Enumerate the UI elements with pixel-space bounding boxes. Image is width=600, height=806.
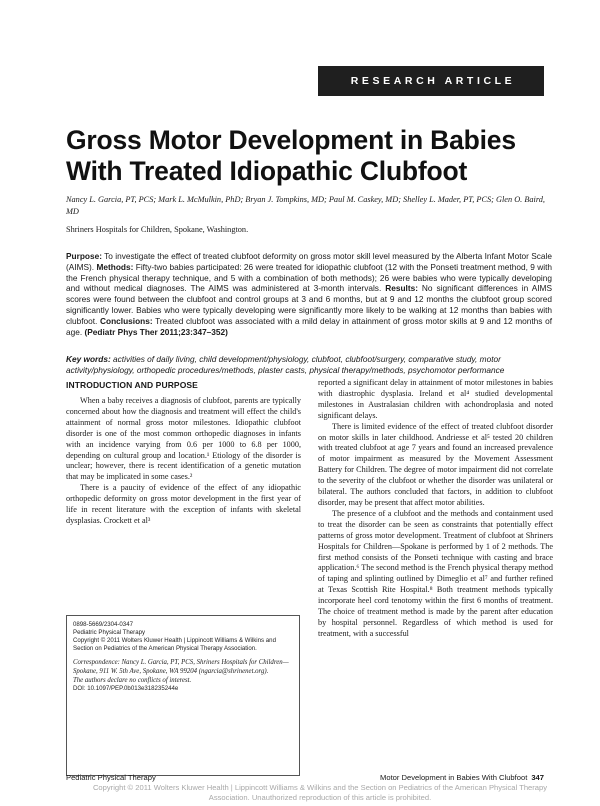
abstract-conclusions-text: Treated clubfoot was associated with a mild delay in attainment of gross motor skills at 9 and 12 months of age.: [66, 315, 553, 337]
right-paragraph: There is limited evidence of the effect of treated clubfoot disorder on motor skills in later childhood. Andriesse et al⁵ tested 20 children with treated clubfoot at age 7 years and found an increased prevalence of motor impairment as measured by the Movement Assessment Battery for Children. The degree of motor impairment did not correlate to the severity of the clubfoot or whether the disorder was unilateral or bilateral. The authors concluded that factors, in addition to clubfoot disorder, may be present that affect motor abilities.: [318, 421, 553, 507]
right-column: [318, 378, 553, 640]
abstract-results-text: No significant differences in AIMS scores were found between the clubfoot and control groups at 3 and 6 months, but at 9 and 12 months the clubfoot group scored significantly lower. Babies who were typically developing were significantly more likely to be walking at 12 months than babies with clubfoot.: [66, 283, 553, 326]
right-paragraph: reported a significant delay in attainment of motor milestones in babies with diastrophic dysplasia. Ireland et al⁴ studied developmental milestones in Australasian children with achondroplasia and noted significant delays.: [318, 378, 553, 420]
affiliation: Shriners Hospitals for Children, Spokane, Washington.: [66, 225, 249, 234]
abstract-citation: (Pediatr Phys Ther 2011;23:347–352): [84, 326, 228, 337]
left-paragraph: There is a paucity of evidence of the effect of any idiopathic orthopedic deformity on gross motor development in the first year of life in recent literature with the exception of infants with skeletal dysplasias. Crockett et al³: [66, 483, 301, 525]
article-type-banner: RESEARCH ARTICLE: [318, 66, 544, 96]
copyright-line: Copyright © 2011 Wolters Kluwer Health | Lippincott Williams & Wilkins and the Section on Pediatrics of the American Physical Therapy: [92, 783, 548, 792]
author-list: Nancy L. Garcia, PT, PCS; Mark L. McMulkin, PhD; Bryan J. Tompkins, MD; Paul M. Caskey, MD; Shelley L. Mader, PT, PCS; Glen O. Baird, MD: [66, 195, 545, 216]
right-paragraph: The presence of a clubfoot and the methods and containment used to treat the disorder can be seen as constraints that potentially effect patterns of gross motor development. Treatment of clubfoot at Shriners Hospitals for Children—Spokane is performed by 1 of 2 methods. The first method consists of the Ponseti technique with casting and brace application.⁶ The second method is the French physical therapy method of taping and splinting outlined by Dimeglio et al⁷ and further refined at Texas Scottish Rite Hospital.⁸ Both treatment methods typically incorporate heel cord tenotomy within the first 6 months of treatment. The choice of treatment method is made by the parent after education by hospital personnel. Regardless of which method is used for treatment, with a successful: [318, 508, 553, 638]
abstract: [66, 251, 552, 337]
section-heading-introduction: INTRODUCTION AND PURPOSE: [66, 380, 198, 390]
abstract-results-label: Results:: [385, 283, 418, 294]
abstract-purpose-label: Purpose:: [66, 251, 102, 261]
abstract-methods-label: Methods:: [96, 261, 134, 272]
footer-running-title-text: Motor Development in Babies With Clubfoot: [380, 773, 528, 782]
abstract-conclusions-label: Conclusions:: [100, 315, 153, 326]
left-column: [66, 396, 301, 527]
doi: DOI: 10.1097/PEP.0b013e318235244e: [73, 685, 179, 693]
page-number: 347: [531, 773, 544, 782]
copyright-line: Association. Unauthorized reproduction of this article is prohibited.: [208, 792, 432, 802]
conflict-statement: The authors declare no conflicts of interest.: [73, 676, 192, 684]
journal-name: Pediatric Physical Therapy: [73, 629, 146, 637]
copyright-watermark: [40, 783, 600, 802]
abstract-methods-text: Fifty-two babies participated: 26 were treated for idiopathic clubfoot (12 with the Ponseti treatment method, 9 with the French physical therapy technique, and 5 with a combination of both methods); 26 were babies who were typically developing and without medical diagnoses. The AIMS was administered at 3-month intervals.: [66, 261, 552, 294]
correspondence: Correspondence: Nancy L. Garcia, PT, PCS, Shriners Hospitals for Children—Spokane, 911 W. 5th Ave, Spokane, WA 99204 (ngarcia@shrinenet.org).: [73, 659, 289, 675]
keywords-label: Key words:: [66, 354, 111, 364]
abstract-purpose-text: To investigate the effect of treated clubfoot deformity on gross motor skill level measured by the Alberta Infant Motor Scale (AIMS).: [66, 251, 552, 272]
copyright-notice: Copyright © 2011 Wolters Kluwer Health | Lippincott Williams & Wilkins and Section on Pediatrics of the American Physical Therapy Association.: [73, 637, 276, 653]
keywords: [66, 354, 552, 376]
keywords-text: activities of daily living, child development/physiology, clubfoot, clubfoot/surgery, comparative study, motor activity/physiology, orthopedic procedures/methods, plaster casts, physical therapy/methods, psychomotor performance: [66, 354, 505, 375]
article-title: Gross Motor Development in Babies With Treated Idiopathic Clubfoot: [66, 125, 516, 186]
footer-running-title: [380, 773, 544, 782]
left-paragraph: When a baby receives a diagnosis of clubfoot, parents are typically concerned about how the diagnosis and treatment will effect the child's attainment of normal gross motor milestones. Idiopathic clubfoot disorder is one of the most common orthopedic diagnoses in infants with an incidence varying from 0.6 per 1000 to 6.8 per 1000, depending on cultural group and location.¹ Etiology of the disorder is unclear; however, there is recent identification of a genetic mutation that may be implicated in some cases.²: [66, 396, 301, 482]
issn: 0898-5669/2304-0347: [73, 621, 133, 628]
article-info-box: [66, 615, 300, 776]
footer-journal: Pediatric Physical Therapy: [66, 773, 156, 782]
